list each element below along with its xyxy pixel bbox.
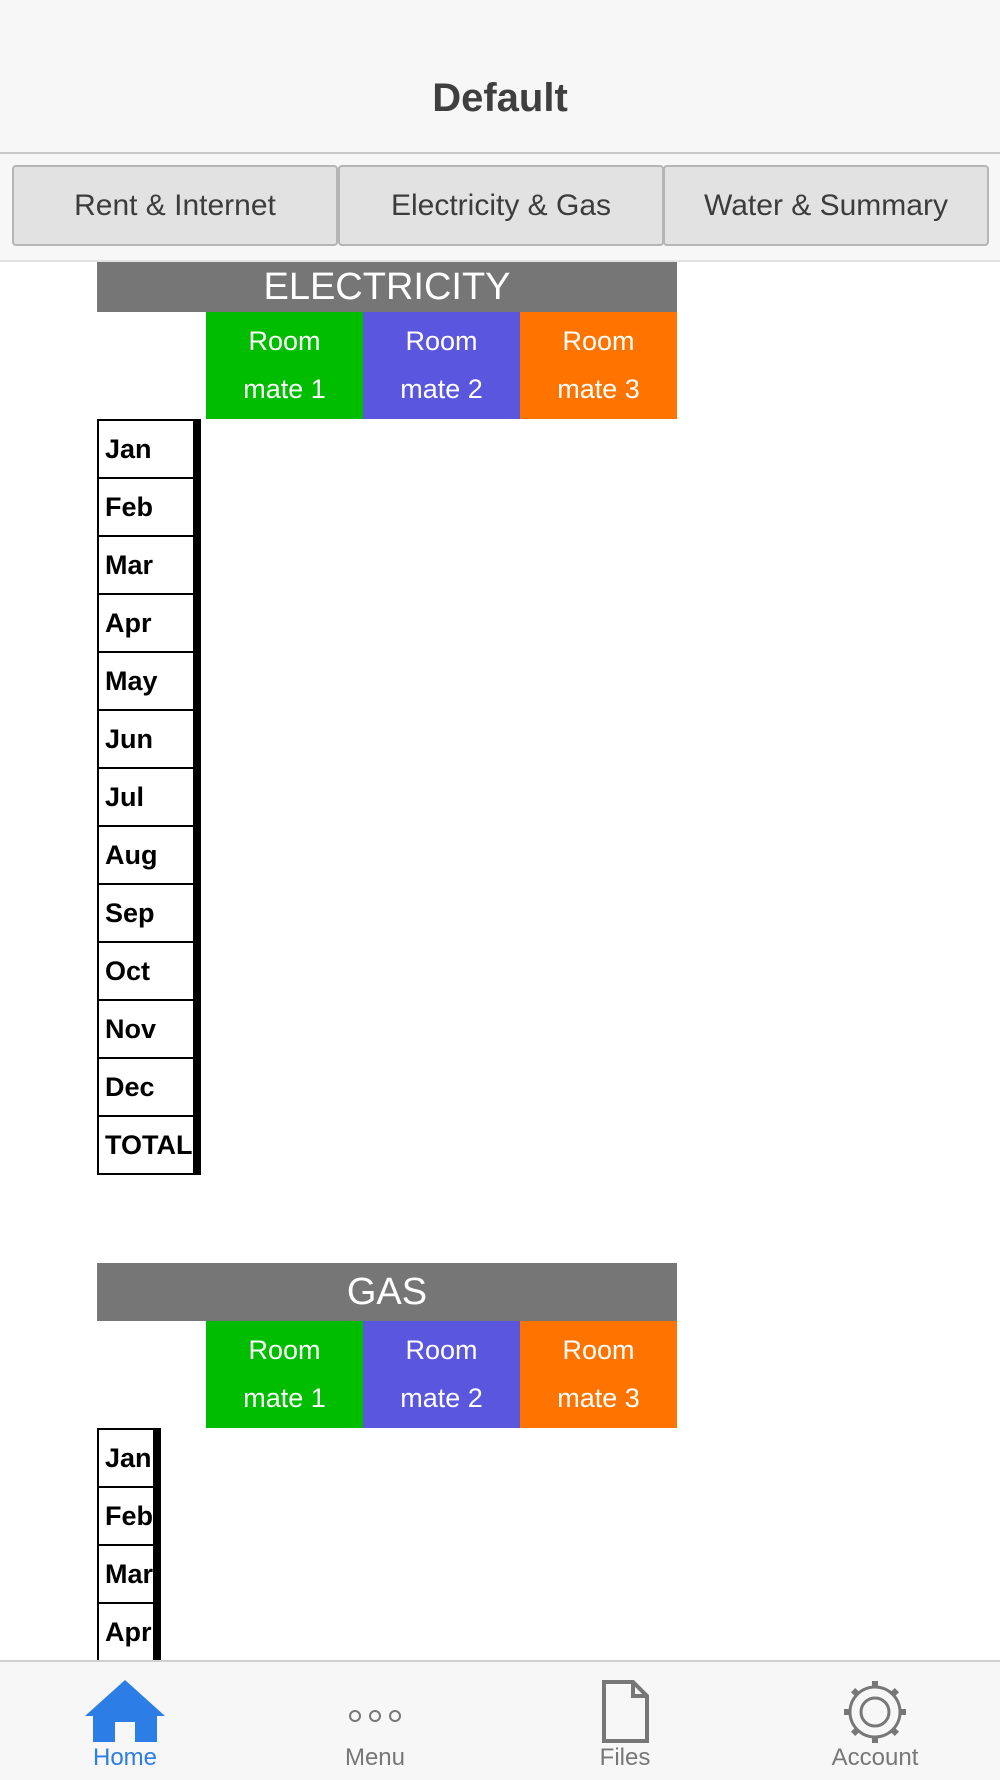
table-row: [98, 1058, 200, 1116]
tab-rent-internet[interactable]: Rent & Internet: [12, 165, 338, 246]
electricity-roommate-1-header: [206, 312, 363, 419]
roommate-3-cell[interactable]: [198, 942, 200, 1000]
roommate-3-cell[interactable]: [198, 768, 200, 826]
table-row: [98, 884, 200, 942]
file-icon: [585, 1674, 665, 1744]
row-label: Jan: [98, 1429, 154, 1487]
roommate-3-cell[interactable]: [198, 710, 200, 768]
nav-home[interactable]: [0, 1662, 250, 1780]
table-row: [98, 420, 200, 478]
gas-roommate-1-header: [206, 1321, 363, 1428]
gas-roommate-2-header: [363, 1321, 520, 1428]
more-dots-icon: [335, 1674, 415, 1744]
table-row: [98, 1603, 160, 1660]
column-header-line: Room: [562, 326, 635, 356]
row-label: Aug: [98, 826, 194, 884]
table-row: [98, 1487, 160, 1545]
column-header-line: Room: [248, 326, 321, 356]
roommate-3-cell[interactable]: [158, 1545, 160, 1603]
row-label: Apr: [98, 1603, 154, 1660]
electricity-roommate-2-header: [363, 312, 520, 419]
roommate-3-cell[interactable]: [198, 536, 200, 594]
column-header-line: Room: [405, 1335, 478, 1365]
column-header-line: mate 3: [557, 1383, 640, 1413]
row-label: Feb: [98, 1487, 154, 1545]
nav-home-label: Home: [92, 1744, 158, 1771]
nav-account[interactable]: [750, 1662, 1000, 1780]
table-row: [98, 942, 200, 1000]
home-icon: [85, 1674, 165, 1744]
roommate-3-cell[interactable]: [198, 826, 200, 884]
electricity-title: ELECTRICITY: [97, 262, 677, 312]
row-label: Jan: [98, 420, 194, 478]
nav-files[interactable]: [500, 1662, 750, 1780]
roommate-3-cell[interactable]: [198, 1000, 200, 1058]
table-row: [98, 594, 200, 652]
tab-water-summary[interactable]: Water & Summary: [663, 165, 989, 246]
roommate-3-cell[interactable]: [198, 1058, 200, 1116]
tab-electricity-gas[interactable]: Electricity & Gas: [338, 165, 664, 246]
nav-account-label: Account: [831, 1744, 919, 1771]
roommate-3-cell[interactable]: [158, 1487, 160, 1545]
table-row: [98, 826, 200, 884]
electricity-roommate-3-header: [520, 312, 677, 419]
roommate-3-cell[interactable]: [158, 1603, 160, 1660]
table-row: [98, 1000, 200, 1058]
gas-roommate-3-header: [520, 1321, 677, 1428]
row-label: Oct: [98, 942, 194, 1000]
table-row: [98, 1116, 200, 1174]
nav-files-label: Files: [599, 1744, 651, 1771]
column-header-line: mate 1: [243, 1383, 326, 1413]
column-header-line: Room: [405, 326, 478, 356]
row-label: Nov: [98, 1000, 194, 1058]
gas-title: GAS: [97, 1263, 677, 1321]
table-row: [98, 1545, 160, 1603]
table-row: [98, 652, 200, 710]
table-row: [98, 768, 200, 826]
table-row: [98, 536, 200, 594]
roommate-3-cell[interactable]: [198, 420, 200, 478]
bottom-tab-bar: [0, 1660, 1000, 1780]
roommate-3-cell[interactable]: [198, 594, 200, 652]
roommate-3-cell[interactable]: [198, 884, 200, 942]
roommate-3-cell[interactable]: [198, 478, 200, 536]
column-header-line: mate 2: [400, 1383, 483, 1413]
column-header-line: mate 1: [243, 374, 326, 404]
nav-menu[interactable]: [250, 1662, 500, 1780]
row-label: Feb: [98, 478, 194, 536]
row-label: Jul: [98, 768, 194, 826]
roommate-3-cell[interactable]: [198, 1116, 200, 1174]
row-label: Sep: [98, 884, 194, 942]
roommate-3-cell[interactable]: [158, 1429, 160, 1487]
table-row: [98, 1429, 160, 1487]
column-header-line: Room: [248, 1335, 321, 1365]
nav-menu-label: Menu: [344, 1744, 406, 1771]
row-label: Mar: [98, 1545, 154, 1603]
column-header-line: mate 2: [400, 374, 483, 404]
table-row: [98, 478, 200, 536]
row-label: May: [98, 652, 194, 710]
page-title: Default: [432, 76, 568, 120]
row-label: Apr: [98, 594, 194, 652]
table-row: [98, 710, 200, 768]
gas-table: [97, 1428, 161, 1660]
header-bar: [0, 0, 1000, 154]
column-header-line: mate 3: [557, 374, 640, 404]
electricity-table: [97, 419, 201, 1175]
row-label: TOTAL: [98, 1116, 194, 1174]
row-label: Mar: [98, 536, 194, 594]
column-header-line: Room: [562, 1335, 635, 1365]
gear-icon: [835, 1674, 915, 1744]
row-label: Jun: [98, 710, 194, 768]
sheet-tabs: [0, 154, 1000, 262]
row-label: Dec: [98, 1058, 194, 1116]
roommate-3-cell[interactable]: [198, 652, 200, 710]
sheet-content[interactable]: [0, 262, 1000, 1660]
